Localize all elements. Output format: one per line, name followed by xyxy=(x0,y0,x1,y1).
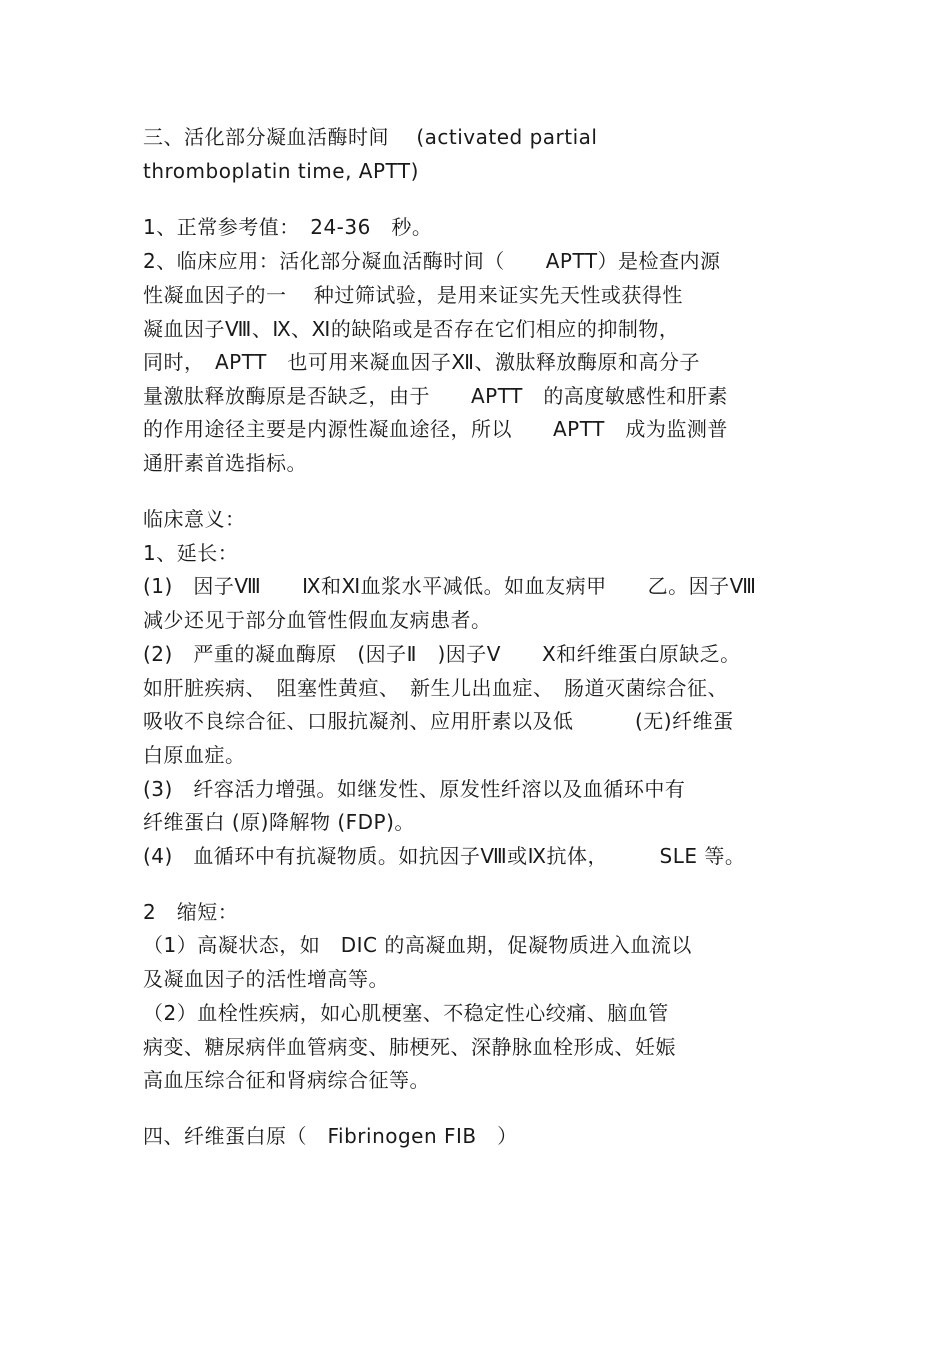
prolong-line: 如肝脏疾病、 阻塞性黄疸、 新生儿出血症、 肠道灭菌综合征、 xyxy=(143,676,728,700)
application-line: 的作用途径主要是内源性凝血途径，所以 APTT 成为监测普 xyxy=(143,417,728,441)
application-line: 2、临床应用：活化部分凝血活酶时间（ APTT）是检查内源 xyxy=(143,249,721,273)
prolong-line: (1) 因子Ⅷ Ⅸ和Ⅺ血浆水平减低。如血友病甲 乙。因子Ⅷ xyxy=(143,574,757,598)
application-line: 性凝血因子的一 种过筛试验，是用来证实先天性或获得性 xyxy=(143,283,683,307)
shorten-line: 高血压综合征和肾病综合征等。 xyxy=(143,1068,430,1092)
application-line: 同时， APTT 也可用来凝血因子Ⅻ、激肽释放酶原和高分子 xyxy=(143,350,700,374)
shorten-line: 及凝血因子的活性增高等。 xyxy=(143,967,389,991)
section4-title: 四、纤维蛋白原（ Fibrinogen FIB ） xyxy=(143,1124,518,1148)
prolong-line: (4) 血循环中有抗凝物质。如抗因子Ⅷ或Ⅸ抗体， SLE 等。 xyxy=(143,844,746,868)
application-line: 量激肽释放酶原是否缺乏，由于 APTT 的高度敏感性和肝素 xyxy=(143,384,728,408)
section3-title-line1: 三、活化部分凝血活酶时间 (activated partial xyxy=(143,125,598,149)
prolong-line: 吸收不良综合征、口服抗凝剂、应用肝素以及低 (无)纤维蛋 xyxy=(143,709,734,733)
significance-heading: 临床意义： xyxy=(143,507,246,531)
prolong-line: 白原血症。 xyxy=(143,743,246,767)
shorten-line: 病变、糖尿病伴血管病变、肺梗死、深静脉血栓形成、妊娠 xyxy=(143,1035,676,1059)
prolong-line: (3) 纤容活力增强。如继发性、原发性纤溶以及血循环中有 xyxy=(143,777,686,801)
normal-value: 1、正常参考值： 24-36 秒。 xyxy=(143,215,433,239)
application-line: 通肝素首选指标。 xyxy=(143,451,307,475)
shorten-line: （2）血栓性疾病，如心肌梗塞、不稳定性心绞痛、脑血管 xyxy=(143,1001,669,1025)
shorten-heading: 2 缩短： xyxy=(143,900,239,924)
application-line: 凝血因子Ⅷ、Ⅸ、Ⅺ的缺陷或是否存在它们相应的抑制物， xyxy=(143,317,680,341)
section3-title-line2: thromboplatin time, APTT) xyxy=(143,159,419,183)
prolong-heading: 1、延长： xyxy=(143,541,239,565)
prolong-line: 减少还见于部分血管性假血友病患者。 xyxy=(143,608,492,632)
prolong-line: 纤维蛋白 (原)降解物 (FDP)。 xyxy=(143,810,415,834)
shorten-line: （1）高凝状态，如 DIC 的高凝血期，促凝物质进入血流以 xyxy=(143,933,692,957)
prolong-line: (2) 严重的凝血酶原 (因子Ⅱ )因子Ⅴ Ⅹ和纤维蛋白原缺乏。 xyxy=(143,642,741,666)
